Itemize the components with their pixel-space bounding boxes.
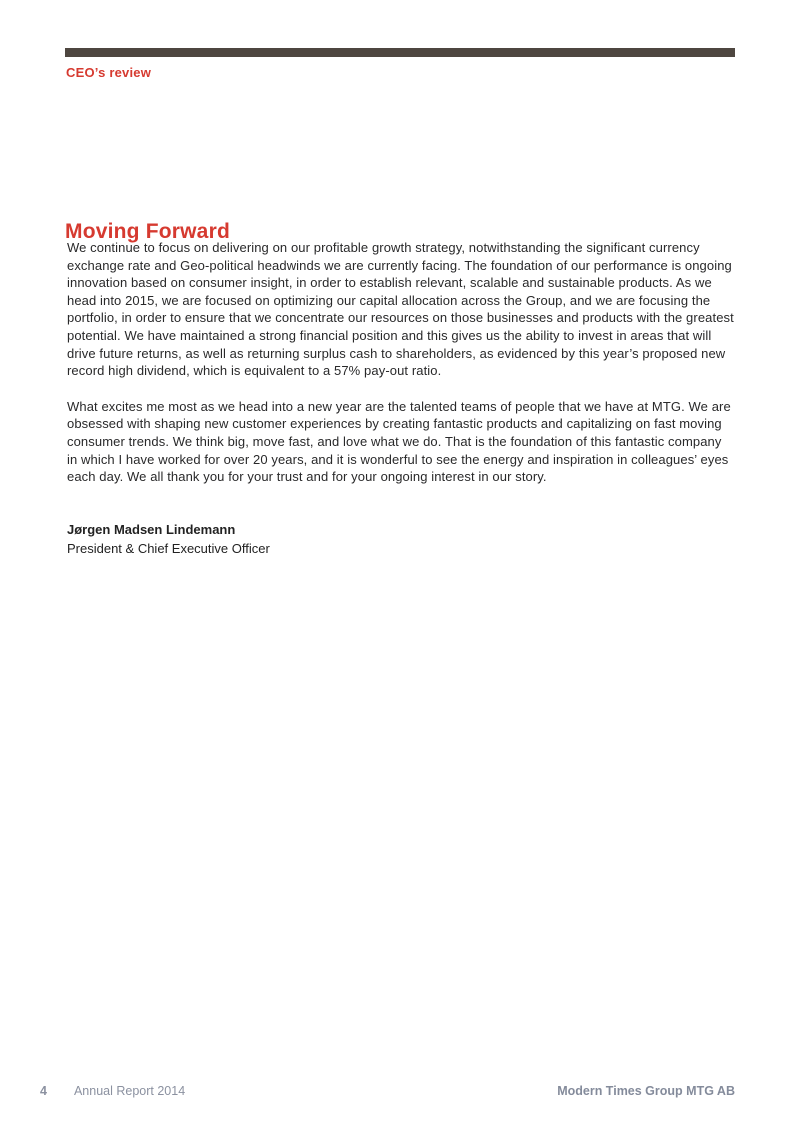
signature-title: President & Chief Executive Officer: [67, 540, 270, 556]
top-rule-bar: [65, 48, 735, 57]
signature-name: Jørgen Madsen Lindemann: [67, 522, 236, 537]
paragraph-2: What excites me most as we head into a new year are the talented teams of people that we have at MTG. We are obsessed with shaping new customer experiences by creating fantastic products and capitalizing on fast moving consumer trends. We think big, move fast, and love what we do. That is the foundation of this fantastic company in which I have worked for over 20 years, and it is wonderful to see the energy and inspiration in colleagues’ eyes each day. We all thank you for your trust and for your ongoing interest in our story.: [67, 398, 731, 485]
body-copy: [67, 239, 735, 504]
footer-page-number: 4: [40, 1084, 47, 1098]
paragraph-1: We continue to focus on delivering on our profitable growth strategy, notwithstanding the significant currency exchange rate and Geo-political headwinds we are currently facing. The foundation of our performance is ongoing innovation based on consumer insight, in order to establish relevant, scalable and sustainable products. As we head into 2015, we are focused on optimizing our capital allocation across the Group, and we are focusing the portfolio, in order to ensure that we concentrate our resources on those businesses and products with the greatest potential. We have maintained a strong financial position and this gives us the ability to invest in areas that will drive future returns, as well as returning surplus cash to shareholders, as evidenced by this year’s proposed new record high dividend, which is equivalent to a 57% pay-out ratio.: [67, 240, 734, 379]
section-eyebrow: CEO’s review: [66, 65, 152, 80]
page-title: Moving Forward: [65, 220, 230, 244]
page-footer: [40, 1084, 735, 1098]
footer-company-name: Modern Times Group MTG AB: [557, 1084, 735, 1098]
signature-block: [67, 521, 270, 558]
footer-report-label: Annual Report 2014: [73, 1084, 186, 1098]
